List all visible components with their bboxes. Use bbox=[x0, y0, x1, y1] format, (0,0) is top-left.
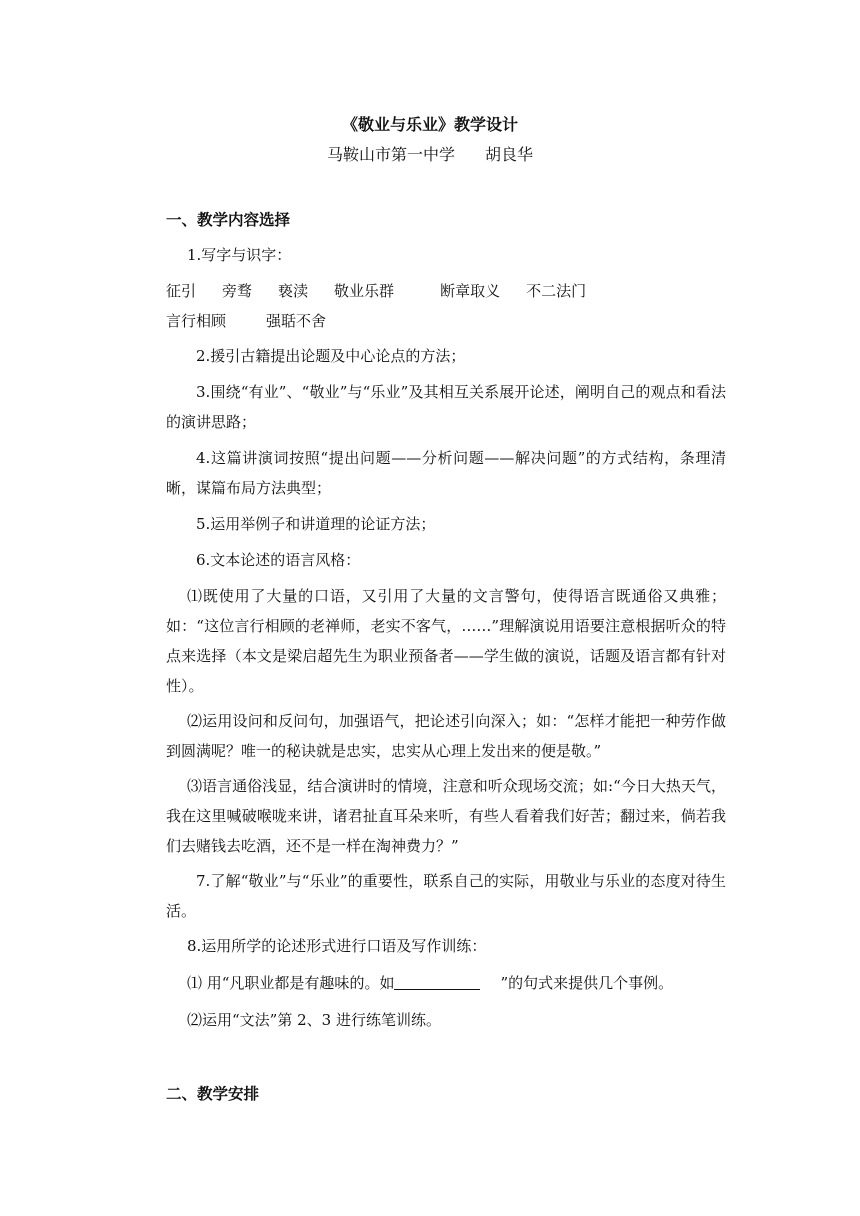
item-7: 7.了解“敬业”与“乐业”的重要性，联系自己的实际，用敬业与乐业的态度对待生活。 bbox=[166, 872, 726, 920]
sub-item-1: ⑴既使用了大量的口语，又引用了大量的文言警句，使得语言既通俗又典雅；如：“这位言行相顾的老禅师，老实不客气，……”理解演说用语要注意根据听众的特点来选择（本文是梁启超先生为职业预备者——学生做的演说，话题及语言都有针对性）。 bbox=[166, 587, 726, 695]
section-heading-1: 一、教学内容选择 bbox=[166, 211, 291, 229]
fill-blank bbox=[394, 974, 480, 990]
author-name: 胡良华 bbox=[485, 145, 534, 164]
item-2: 2.援引古籍提出论题及中心论点的方法； bbox=[196, 347, 466, 365]
school-name: 马鞍山市第一中学 bbox=[326, 145, 455, 164]
word-item: 言行相顾 bbox=[166, 312, 227, 330]
word-list bbox=[166, 276, 726, 336]
item-4: 4.这篇讲演词按照“提出问题——分析问题——解决问题”的方式结构，条理清晰，谋篇布局方法典型； bbox=[166, 449, 726, 497]
word-item: 不二法门 bbox=[526, 282, 587, 300]
word-item: 断章取义 bbox=[440, 282, 501, 300]
word-item: 旁骛 bbox=[222, 282, 253, 300]
sub-item-8-1-pre: ⑴ 用“凡职业都是有趣味的。如 bbox=[187, 974, 395, 992]
sub-item-8-1-post: ”的句式来提供几个事例。 bbox=[500, 974, 674, 992]
item-3: 3.围绕“有业”、“敬业”与“乐业”及其相互关系展开论述，阐明自己的观点和看法的演讲思路； bbox=[166, 383, 726, 431]
author-line bbox=[0, 142, 860, 165]
word-item: 敬业乐群 bbox=[334, 282, 395, 300]
word-item: 征引 bbox=[166, 282, 197, 300]
item-1: 1.写字与识字： bbox=[187, 246, 292, 264]
item-8: 8.运用所学的论述形式进行口语及写作训练： bbox=[187, 937, 487, 955]
sub-item-3: ⑶语言通俗浅显，结合演讲时的情境，注意和听众现场交流；如:“今日大热天气，我在这里喊破喉咙来讲，诸君扯直耳朵来听，有些人看着我们好苦；翻过来，倘若我们去赌钱去吃酒，还不是一样在淘神费力？” bbox=[166, 777, 726, 855]
word-item: 亵渎 bbox=[278, 282, 309, 300]
section-heading-2: 二、教学安排 bbox=[166, 1085, 260, 1103]
word-item: 强聒不舍 bbox=[266, 312, 327, 330]
sub-item-2: ⑵运用设问和反问句，加强语气，把论述引向深入；如：“怎样才能把一种劳作做到圆满呢？唯一的秘诀就是忠实，忠实从心理上发出来的便是敬。” bbox=[166, 712, 726, 760]
sub-item-8-2: ⑵运用“文法”第 2、3 进行练笔训练。 bbox=[187, 1011, 441, 1029]
item-6: 6.文本论述的语言风格： bbox=[196, 551, 361, 569]
sub-item-8-1 bbox=[166, 968, 726, 998]
item-5: 5.运用举例子和讲道理的论证方法； bbox=[196, 515, 436, 533]
document-title: 《敬业与乐业》教学设计 bbox=[341, 115, 518, 134]
